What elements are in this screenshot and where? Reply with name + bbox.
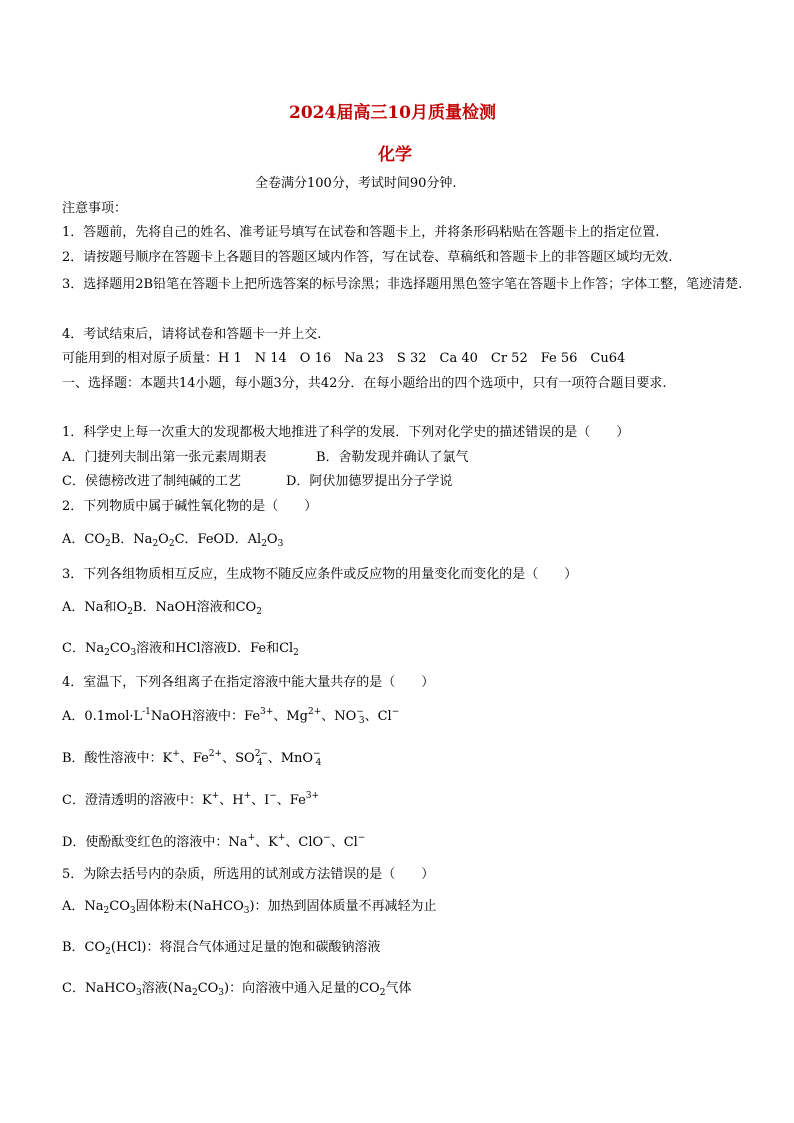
superscript: + — [172, 749, 180, 759]
superscript: − — [269, 791, 277, 801]
subject-title: 化学 — [378, 145, 412, 165]
subscript: 2 — [379, 988, 386, 998]
formula-part: A．Na — [62, 899, 104, 914]
superscript: + — [211, 791, 220, 801]
formula-part: 、NO — [321, 709, 357, 724]
q4-option-c — [62, 792, 319, 810]
subscript: 2 — [293, 648, 299, 658]
formula-part: 、Fe — [276, 793, 306, 808]
notes-heading: 注意事项： — [62, 201, 128, 216]
formula-part: 、MnO — [267, 751, 314, 766]
exam-title: 2024届高三10月质量检测 — [289, 103, 496, 123]
formula-part: C．NaHCO — [62, 981, 137, 996]
formula-part: 、I — [251, 793, 270, 808]
q2-option-b: Na — [133, 532, 153, 547]
subscript: 2 — [256, 607, 262, 617]
superscript: 2− — [254, 749, 268, 759]
superscript: + — [243, 791, 252, 801]
superscript: 2+ — [307, 707, 322, 717]
q2-options — [62, 531, 283, 549]
formula-part: 、ClO — [285, 835, 324, 850]
formula-part: 固体粉末(NaHCO — [135, 899, 244, 914]
formula-part: 、Fe — [179, 751, 209, 766]
q3-option-b-label: B． — [132, 600, 156, 615]
q3-option-d-label: D． — [226, 641, 251, 656]
q4-stem: 4．室温下，下列各组离子在指定溶液中能大量共存的是（ ） — [62, 675, 435, 690]
superscript: − — [356, 707, 364, 717]
q3-options-ab — [62, 599, 262, 617]
q2-option-c: FeO — [197, 532, 225, 547]
subscript: 2 — [105, 539, 111, 549]
formula-part: 、Cl — [364, 709, 392, 724]
superscript: − — [357, 833, 366, 843]
q2-stem: 2．下列物质中属于碱性氧化物的是（ ） — [62, 499, 318, 514]
subscript: 2 — [105, 947, 111, 957]
superscript: 3+ — [260, 707, 274, 717]
superscript: − — [391, 707, 400, 717]
formula-part: 、K — [255, 835, 278, 850]
q4-option-b — [62, 750, 321, 768]
subscript: 3 — [136, 988, 142, 998]
superscript: + — [247, 833, 256, 843]
note-item-3: 3．选择题用2B铅笔在答题卡上把所选答案的标号涂黑；非选择题用黑色签字笔在答题卡上作答；字体工整，笔迹清楚. — [62, 277, 743, 292]
section-intro: 一、选择题：本题共14小题，每小题3分，共42分．在每小题给出的四个选项中，只有一项符合题目要求. — [62, 376, 667, 391]
q2-option-c-label: C． — [174, 532, 198, 547]
subscript: 2 — [127, 607, 133, 617]
q3-option-a-label: A． — [62, 600, 85, 615]
note-item-1: 1．答题前，先将自己的姓名、准考证号填写在试卷和答题卡上，并将条形码粘贴在答题卡上的指定位置. — [62, 225, 660, 240]
q3-stem: 3．下列各组物质相互反应，生成物不随反应条件或反应物的用量变化而变化的是（ ） — [62, 567, 578, 582]
q3-option-c: Na — [84, 641, 105, 656]
superscript: 3+ — [305, 791, 320, 801]
q1-option-b: B．舍勒发现并确认了氯气 — [316, 450, 469, 465]
formula-part: B．CO — [62, 940, 106, 955]
formula-part: CO — [197, 981, 219, 996]
q1-option-a: A．门捷列夫制出第一张元素周期表 — [62, 450, 267, 465]
formula-part: 、Cl — [330, 835, 358, 850]
q4-option-d — [62, 834, 365, 852]
superscript: + — [277, 833, 286, 843]
q3-option-c-label: C． — [62, 641, 85, 656]
q5-stem: 5．为除去括号内的杂质，所选用的试剂或方法错误的是（ ） — [62, 867, 435, 882]
superscript: − — [323, 833, 331, 843]
q5-option-c — [62, 980, 411, 998]
subscript: 2 — [191, 988, 198, 998]
formula-part: 溶液和HCl溶液 — [136, 641, 227, 656]
q2-option-d: Al — [247, 532, 262, 547]
formula-part: CO — [109, 641, 131, 656]
formula-part: NaOH溶液中：Fe — [150, 709, 261, 724]
subscript: 2 — [261, 539, 267, 549]
subscript: 3 — [277, 539, 284, 549]
subscript: 2 — [104, 648, 110, 658]
q2-option-a: CO — [84, 532, 105, 547]
note-item-2: 2．请按题号顺序在答题卡上各题目的答题区域内作答，写在试卷、草稿纸和答题卡上的非答题区域均无效. — [62, 250, 673, 265]
q4-option-a — [62, 708, 399, 726]
subscript: 3 — [243, 906, 250, 916]
subscript: 3 — [129, 906, 136, 916]
formula-part: B．酸性溶液中：K — [62, 751, 173, 766]
formula-part: 溶液(Na — [141, 981, 192, 996]
formula-part: O — [266, 532, 278, 547]
formula-part: )：加热到固体质量不再减轻为止 — [249, 899, 437, 914]
q3-option-a: Na和O — [84, 600, 128, 615]
q1-option-c: C．侯德榜改进了制纯碱的工艺 — [62, 474, 241, 489]
formula-part: (HCl)：将混合气体通过足量的饱和碳酸钠溶液 — [110, 940, 381, 955]
subscript: 4 — [256, 758, 263, 768]
q1-stem: 1．科学史上每一次重大的发现都极大地推进了科学的发展．下列对化学史的描述错误的是（ ） — [62, 425, 630, 440]
atomic-mass-line: 可能用到的相对原子质量：H 1 N 14 O 16 Na 23 S 32 Ca 40 Cr 52 Fe 56 Cu64 — [62, 351, 626, 366]
subscript: 3 — [130, 648, 137, 658]
subscript: 3 — [218, 988, 225, 998]
formula-part: )：向溶液中通入足量的CO — [224, 981, 380, 996]
subscript: 4 — [315, 758, 322, 768]
q3-option-b: NaOH溶液和CO — [155, 600, 257, 615]
formula-part: 、Mg — [273, 709, 308, 724]
formula-part: A．0.1mol·L — [62, 709, 143, 724]
subscript: 2 — [103, 906, 110, 916]
q5-option-b — [62, 939, 381, 957]
formula-part: 气体 — [385, 981, 412, 996]
formula-part: CO — [109, 899, 130, 914]
formula-part: 、H — [219, 793, 244, 808]
q2-option-b-label: B． — [110, 532, 134, 547]
formula-part: C．澄清透明的溶液中：K — [62, 793, 212, 808]
note-item-4: 4．考试结束后，请将试卷和答题卡一并上交. — [62, 327, 322, 342]
q2-option-a-label: A． — [62, 532, 85, 547]
subscript: 2 — [152, 539, 159, 549]
superscript: − — [313, 749, 321, 759]
q1-option-d: D．阿伏加德罗提出分子学说 — [286, 474, 453, 489]
q3-option-d: Fe和Cl — [250, 641, 294, 656]
q5-option-a — [62, 898, 437, 916]
formula-part: O — [158, 532, 169, 547]
superscript: 2+ — [208, 749, 223, 759]
subscript: 2 — [168, 539, 175, 549]
q2-option-d-label: D． — [224, 532, 248, 547]
formula-part: 、SO — [222, 751, 255, 766]
subscript: 3 — [358, 716, 365, 726]
formula-part: D．使酚酞变红色的溶液中：Na — [62, 835, 248, 850]
superscript: -1 — [142, 707, 151, 717]
score-time: 全卷满分100分，考试时间90分钟. — [255, 176, 457, 191]
q3-options-cd — [62, 640, 299, 658]
